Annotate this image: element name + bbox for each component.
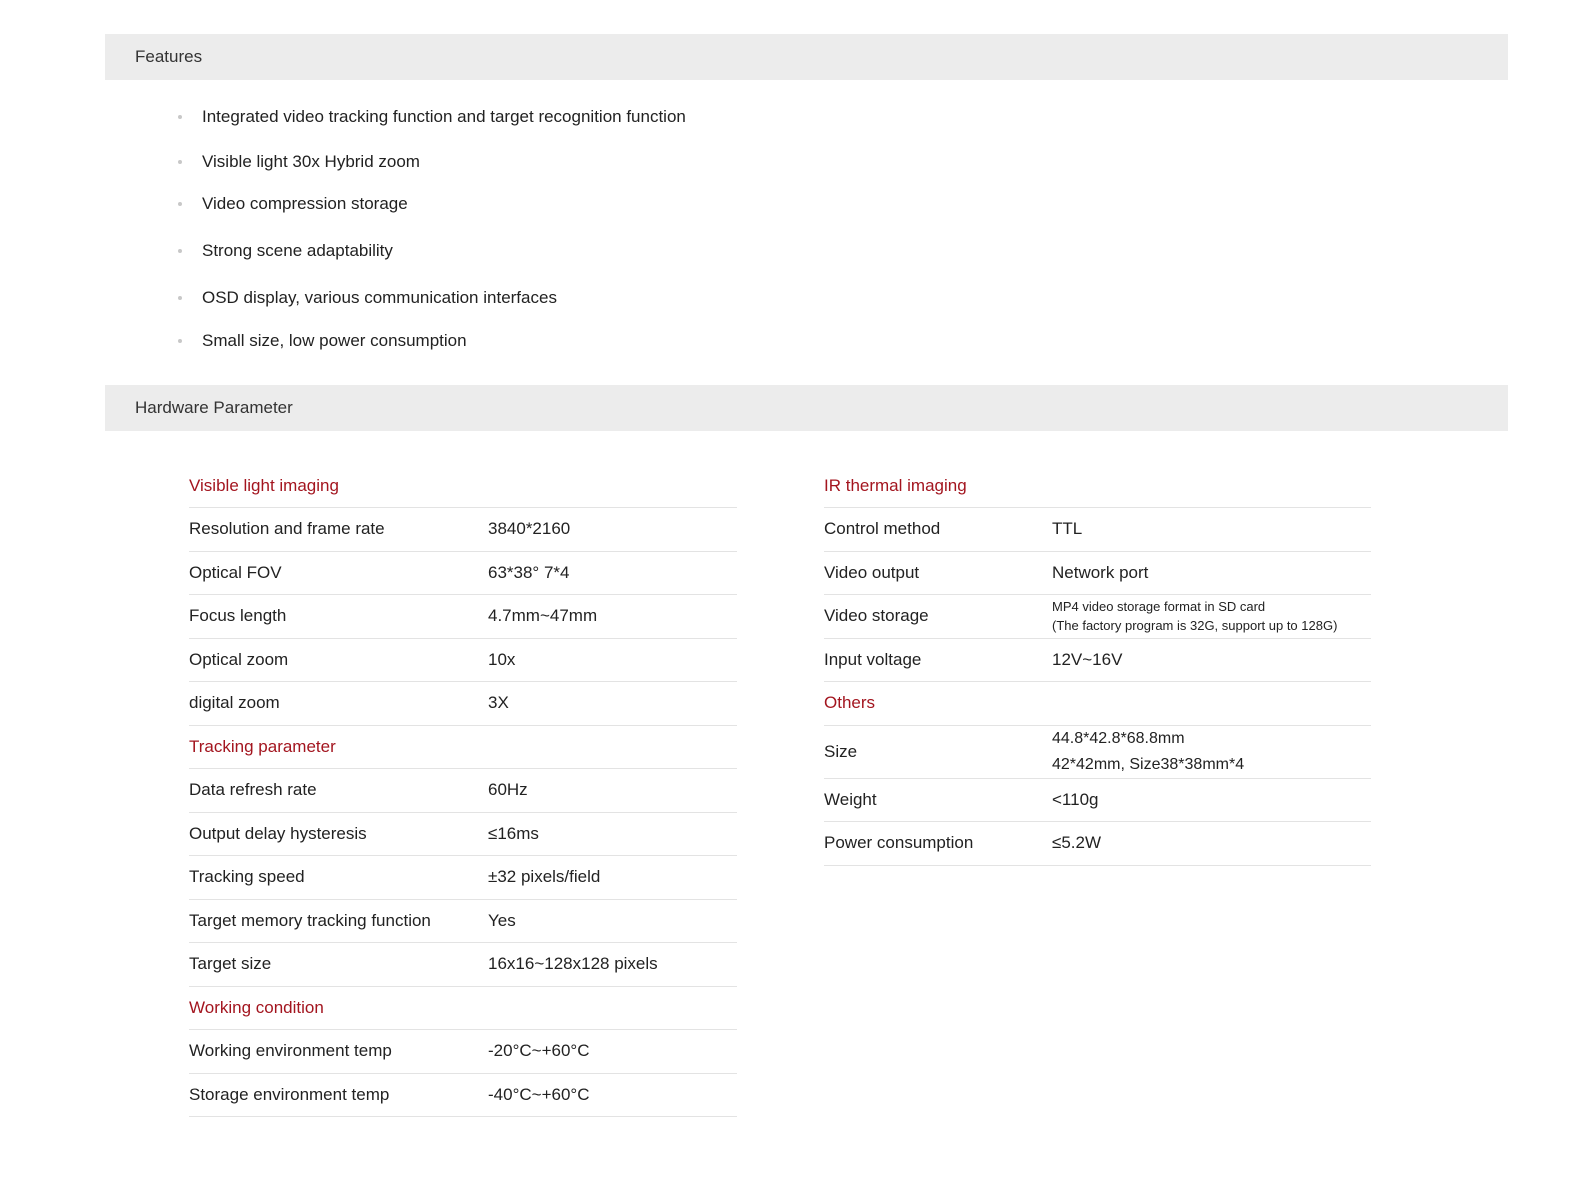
param-value-line: 44.8*42.8*68.8mm	[1052, 729, 1185, 747]
feature-item	[176, 193, 686, 215]
param-label: Optical FOV	[189, 551, 488, 595]
table-row	[824, 638, 1371, 682]
feature-text: Strong scene adaptability	[202, 241, 393, 260]
param-value: -40°C~+60°C	[488, 1073, 737, 1117]
feature-text: Video compression storage	[202, 194, 408, 213]
bullet-icon	[178, 249, 182, 253]
table-row	[189, 769, 737, 813]
bullet-icon	[178, 160, 182, 164]
feature-item	[176, 106, 686, 128]
group-row	[189, 986, 737, 1030]
hardware-title: Hardware Parameter	[135, 398, 293, 417]
param-value: ±32 pixels/field	[488, 856, 737, 900]
param-value: 16x16~128x128 pixels	[488, 943, 737, 987]
param-label: Working environment temp	[189, 1030, 488, 1074]
table-row	[189, 551, 737, 595]
feature-item	[176, 330, 686, 352]
visible-light-heading: Visible light imaging	[189, 464, 737, 508]
param-label: Focus length	[189, 595, 488, 639]
table-row	[189, 899, 737, 943]
param-label: Video output	[824, 551, 1052, 595]
param-label: Tracking speed	[189, 856, 488, 900]
table-row	[189, 682, 737, 726]
table-row	[189, 943, 737, 987]
param-value	[1052, 725, 1371, 778]
param-value: 63*38° 7*4	[488, 551, 737, 595]
param-label: Optical zoom	[189, 638, 488, 682]
table-row	[189, 1030, 737, 1074]
param-label: Power consumption	[824, 822, 1052, 866]
group-row	[824, 464, 1371, 508]
param-label: Resolution and frame rate	[189, 508, 488, 552]
feature-text: Small size, low power consumption	[202, 331, 467, 350]
param-label: Size	[824, 725, 1052, 778]
param-label: Data refresh rate	[189, 769, 488, 813]
param-value: TTL	[1052, 508, 1371, 552]
param-label: Target memory tracking function	[189, 899, 488, 943]
param-value: 12V~16V	[1052, 638, 1371, 682]
working-condition-heading: Working condition	[189, 986, 737, 1030]
param-label: digital zoom	[189, 682, 488, 726]
table-row	[189, 595, 737, 639]
param-value: ≤5.2W	[1052, 822, 1371, 866]
group-row	[824, 682, 1371, 726]
feature-item	[176, 151, 686, 173]
features-list	[176, 104, 686, 352]
param-label: Target size	[189, 943, 488, 987]
table-row	[824, 725, 1371, 778]
table-row	[824, 822, 1371, 866]
table-row	[824, 508, 1371, 552]
table-row	[824, 595, 1371, 639]
hardware-section-header	[105, 385, 1508, 431]
param-label: Video storage	[824, 595, 1052, 639]
table-row	[189, 638, 737, 682]
param-value-line: 42*42mm, Size38*38mm*4	[1052, 755, 1245, 773]
features-section-header	[105, 34, 1508, 80]
param-value: 4.7mm~47mm	[488, 595, 737, 639]
param-value: Network port	[1052, 551, 1371, 595]
param-value: 10x	[488, 638, 737, 682]
param-value-line: MP4 video storage format in SD card	[1052, 599, 1266, 615]
param-label: Input voltage	[824, 638, 1052, 682]
group-row	[189, 464, 737, 508]
param-label: Storage environment temp	[189, 1073, 488, 1117]
param-value: 3840*2160	[488, 508, 737, 552]
others-heading: Others	[824, 682, 1371, 726]
table-row	[189, 856, 737, 900]
param-value: 3X	[488, 682, 737, 726]
bullet-icon	[178, 115, 182, 119]
tracking-parameter-heading: Tracking parameter	[189, 725, 737, 769]
feature-item	[176, 287, 686, 309]
group-row	[189, 725, 737, 769]
feature-text: OSD display, various communication interfaces	[202, 288, 557, 307]
param-value: <110g	[1052, 778, 1371, 822]
feature-text: Visible light 30x Hybrid zoom	[202, 152, 420, 171]
param-label: Control method	[824, 508, 1052, 552]
table-row	[824, 551, 1371, 595]
feature-text: Integrated video tracking function and target recognition function	[202, 107, 686, 126]
param-value: -20°C~+60°C	[488, 1030, 737, 1074]
param-label: Output delay hysteresis	[189, 812, 488, 856]
param-value: 60Hz	[488, 769, 737, 813]
ir-thermal-heading: IR thermal imaging	[824, 464, 1371, 508]
feature-item	[176, 240, 686, 262]
bullet-icon	[178, 339, 182, 343]
bullet-icon	[178, 296, 182, 300]
param-value-line: (The factory program is 32G, support up to 128G)	[1052, 618, 1338, 634]
features-title: Features	[135, 47, 203, 66]
right-parameter-table	[824, 464, 1371, 866]
bullet-icon	[178, 202, 182, 206]
param-value	[1052, 595, 1371, 639]
left-parameter-table	[189, 464, 737, 1117]
table-row	[189, 812, 737, 856]
table-row	[824, 778, 1371, 822]
table-row	[189, 508, 737, 552]
param-value: ≤16ms	[488, 812, 737, 856]
param-value: Yes	[488, 899, 737, 943]
param-label: Weight	[824, 778, 1052, 822]
table-row	[189, 1073, 737, 1117]
